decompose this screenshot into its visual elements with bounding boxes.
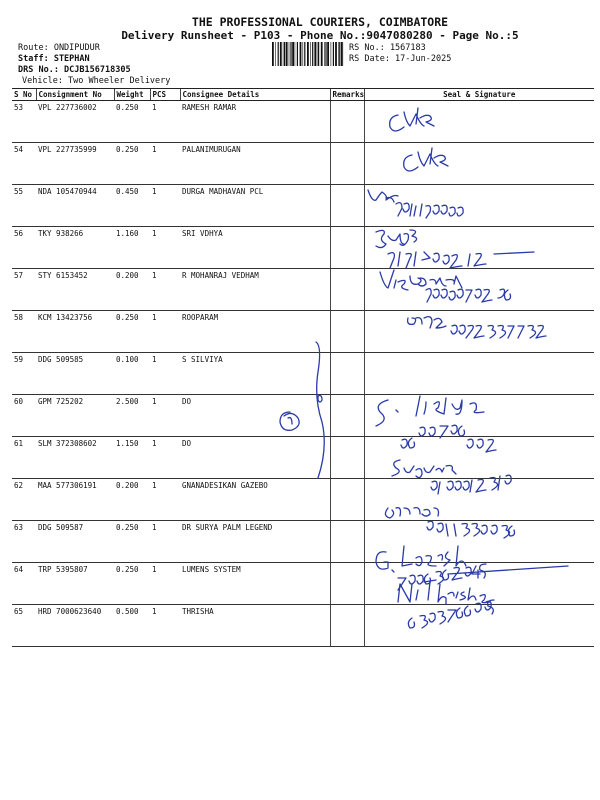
cell-consignee: DO: [180, 437, 330, 479]
cell-pcs: 1: [150, 395, 180, 437]
barcode-image: [272, 42, 344, 66]
table-row: [12, 311, 594, 353]
table-row: [12, 395, 594, 437]
cell-remarks: [330, 269, 364, 311]
cell-consignment: STY 6153452: [36, 269, 114, 311]
cell-pcs: 1: [150, 353, 180, 395]
table-row: [12, 605, 594, 647]
cell-signature: [364, 311, 594, 353]
cell-consignee: GNANADESIKAN GAZEBO: [180, 479, 330, 521]
col-weight: Weight: [114, 89, 150, 101]
cell-weight: 0.100: [114, 353, 150, 395]
cell-consignee: R MOHANRAJ VEDHAM: [180, 269, 330, 311]
col-consignee: Consignee Details: [180, 89, 330, 101]
cell-sno: 64: [12, 563, 36, 605]
cell-sno: 54: [12, 143, 36, 185]
cell-consignee: DR SURYA PALM LEGEND: [180, 521, 330, 563]
table-row: [12, 269, 594, 311]
cell-consignee: PALANIMURUGAN: [180, 143, 330, 185]
cell-sno: 53: [12, 101, 36, 143]
runsheet-title: Delivery Runsheet - P103 - Phone No.:9047080280 - Page No.:5: [121, 29, 519, 42]
cell-weight: 0.450: [114, 185, 150, 227]
cell-consignment: KCM 13423756: [36, 311, 114, 353]
cell-remarks: [330, 311, 364, 353]
rs-date: RS Date: 17-Jun-2025: [349, 54, 452, 64]
col-sno: S No: [12, 89, 36, 101]
rs-number: RS No.: 1567183: [349, 43, 426, 53]
table-row: [12, 227, 594, 269]
cell-consignment: NDA 105470944: [36, 185, 114, 227]
cell-consignment: GPM 725202: [36, 395, 114, 437]
cell-remarks: [330, 143, 364, 185]
cell-signature: [364, 521, 594, 563]
col-signature: Seal & Signature: [364, 89, 594, 101]
cell-weight: 0.500: [114, 605, 150, 647]
cell-remarks: [330, 185, 364, 227]
cell-signature: [364, 437, 594, 479]
cell-sno: 56: [12, 227, 36, 269]
cell-signature: [364, 101, 594, 143]
cell-pcs: 1: [150, 101, 180, 143]
cell-sno: 55: [12, 185, 36, 227]
cell-signature: [364, 395, 594, 437]
cell-sno: 60: [12, 395, 36, 437]
cell-weight: 0.200: [114, 479, 150, 521]
staff-label: Staff: STEPHAN: [18, 54, 90, 64]
cell-consignee: DO: [180, 395, 330, 437]
cell-signature: [364, 563, 594, 605]
cell-sno: 65: [12, 605, 36, 647]
cell-weight: 0.250: [114, 563, 150, 605]
table-header-row: [12, 89, 594, 101]
cell-pcs: 1: [150, 185, 180, 227]
cell-pcs: 1: [150, 521, 180, 563]
cell-signature: [364, 227, 594, 269]
cell-consignment: SLM 372308602: [36, 437, 114, 479]
table-row: [12, 101, 594, 143]
cell-pcs: 1: [150, 269, 180, 311]
table-row: [12, 521, 594, 563]
cell-signature: [364, 353, 594, 395]
cell-consignee: THRISHA: [180, 605, 330, 647]
cell-sno: 59: [12, 353, 36, 395]
cell-weight: 0.200: [114, 269, 150, 311]
table-row: [12, 563, 594, 605]
cell-sno: 62: [12, 479, 36, 521]
cell-consignment: TRP 5395807: [36, 563, 114, 605]
cell-pcs: 1: [150, 143, 180, 185]
cell-remarks: [330, 479, 364, 521]
cell-weight: 0.250: [114, 311, 150, 353]
cell-sno: 57: [12, 269, 36, 311]
cell-consignee: LUMENS SYSTEM: [180, 563, 330, 605]
cell-signature: [364, 185, 594, 227]
cell-consignment: TKY 938266: [36, 227, 114, 269]
col-consignment: Consignment No: [36, 89, 114, 101]
cell-remarks: [330, 395, 364, 437]
cell-weight: 1.160: [114, 227, 150, 269]
cell-sno: 61: [12, 437, 36, 479]
cell-remarks: [330, 101, 364, 143]
cell-remarks: [330, 437, 364, 479]
table-row: [12, 437, 594, 479]
col-remarks: Remarks: [330, 89, 364, 101]
cell-consignee: SRI VDHYA: [180, 227, 330, 269]
cell-consignee: ROOPARAM: [180, 311, 330, 353]
cell-sno: 63: [12, 521, 36, 563]
cell-consignment: VPL 227735999: [36, 143, 114, 185]
cell-signature: [364, 605, 594, 647]
cell-consignee: S SILVIYA: [180, 353, 330, 395]
table-row: [12, 353, 594, 395]
runsheet-table: [12, 88, 594, 647]
cell-signature: [364, 479, 594, 521]
cell-consignment: HRD 7000623640: [36, 605, 114, 647]
cell-signature: [364, 143, 594, 185]
cell-consignee: DURGA MADHAVAN PCL: [180, 185, 330, 227]
drs-number: DRS No.: DCJB156718305: [18, 65, 131, 75]
cell-pcs: 1: [150, 563, 180, 605]
cell-signature: [364, 269, 594, 311]
table-row: [12, 479, 594, 521]
cell-remarks: [330, 605, 364, 647]
cell-remarks: [330, 353, 364, 395]
cell-consignment: DDG 509587: [36, 521, 114, 563]
cell-weight: 1.150: [114, 437, 150, 479]
col-pcs: PCS: [150, 89, 180, 101]
cell-pcs: 1: [150, 437, 180, 479]
cell-consignment: DDG 509585: [36, 353, 114, 395]
cell-sno: 58: [12, 311, 36, 353]
route-label: Route: ONDIPUDUR: [18, 43, 100, 53]
cell-pcs: 1: [150, 605, 180, 647]
cell-remarks: [330, 227, 364, 269]
vehicle-label: Vehicle: Two Wheeler Delivery: [22, 76, 171, 86]
cell-pcs: 1: [150, 227, 180, 269]
cell-weight: 0.250: [114, 143, 150, 185]
table-row: [12, 143, 594, 185]
cell-consignment: MAA 577306191: [36, 479, 114, 521]
cell-weight: 0.250: [114, 101, 150, 143]
cell-pcs: 1: [150, 311, 180, 353]
cell-consignee: RAMESH RAMAR: [180, 101, 330, 143]
cell-remarks: [330, 521, 364, 563]
table-row: [12, 185, 594, 227]
cell-weight: 2.500: [114, 395, 150, 437]
cell-pcs: 1: [150, 479, 180, 521]
cell-remarks: [330, 563, 364, 605]
company-title: THE PROFESSIONAL COURIERS, COIMBATORE: [191, 15, 449, 29]
cell-consignment: VPL 227736002: [36, 101, 114, 143]
cell-weight: 0.250: [114, 521, 150, 563]
